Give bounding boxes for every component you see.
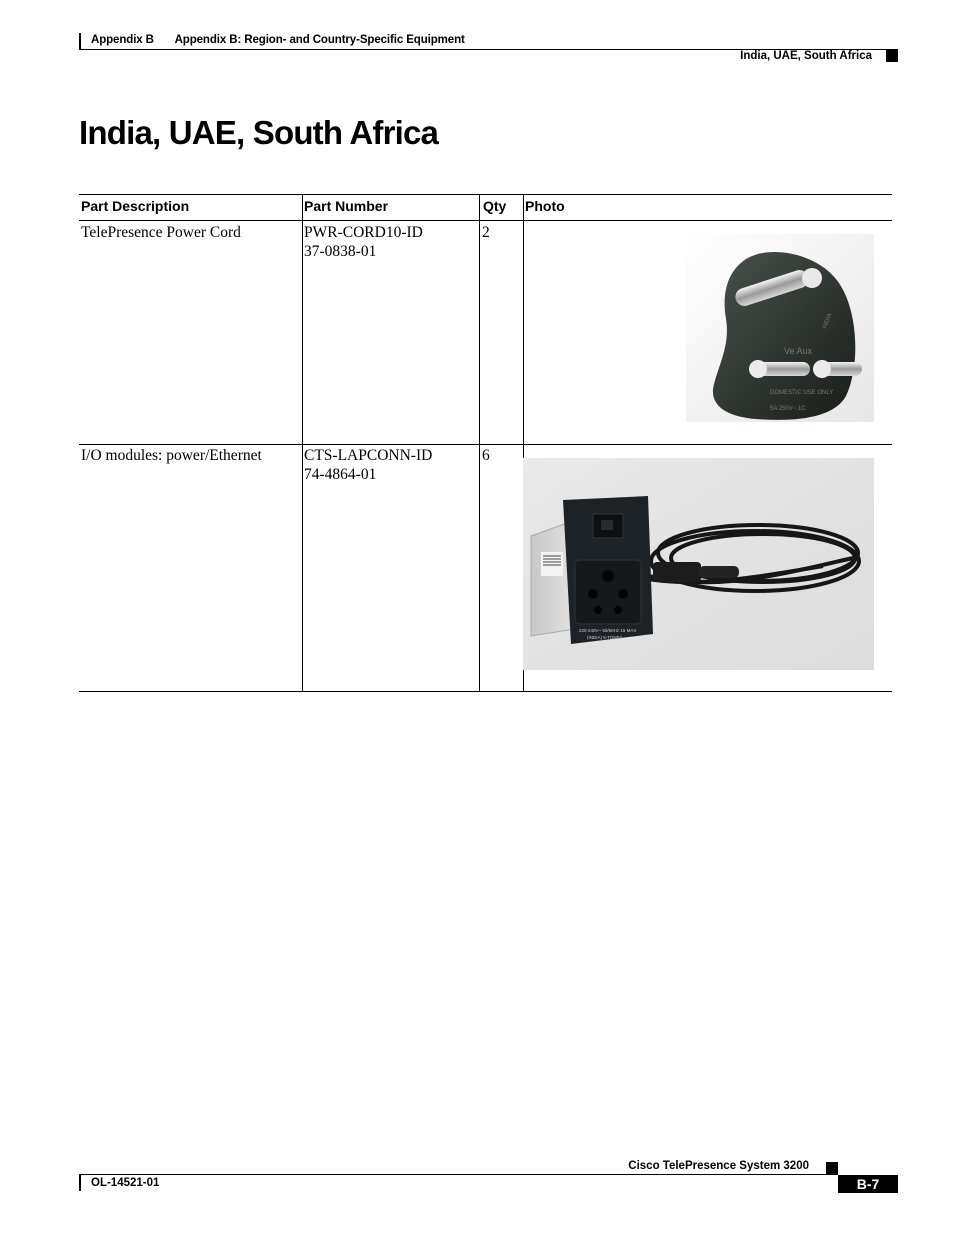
row-1-part-number [304,223,423,261]
header-bar [79,33,81,50]
part-number: 74-4864-01 [304,466,377,483]
section-title: India, UAE, South Africa [740,50,872,62]
footer-bar [79,1174,81,1191]
part-number: CTS-LAPCONN-ID [304,447,433,464]
column-header-qty: Qty [483,198,507,214]
page-number: B-7 [838,1175,898,1193]
plug-brand-text: Ve Aux [784,346,813,356]
plug-rating-text: 5A 250V~ 1C [770,406,806,412]
header-marker [886,50,898,62]
column-header-photo: Photo [525,198,565,214]
footer-rule [79,1174,838,1175]
module-rating-text: 220-240V~ 50/60Hz 16 MAX [579,628,637,633]
appendix-label: Appendix B [91,34,154,46]
running-header [91,34,483,46]
table-header-rule [79,220,892,221]
column-divider [479,194,480,692]
row-2-part-number [304,446,432,484]
page-title: India, UAE, South Africa [79,114,439,151]
plug-country-text: INDIA [822,312,834,330]
footer-doc-number: OL-14521-01 [91,1177,160,1189]
row-1-description: TelePresence Power Cord [81,224,241,241]
table-bottom-rule [79,691,892,692]
row-2-description: I/O modules: power/Ethernet [81,447,262,464]
row-1-qty: 2 [482,224,490,241]
column-header-description: Part Description [81,198,190,214]
row-divider [79,444,892,445]
column-divider [302,194,303,692]
part-number: 37-0838-01 [304,243,377,260]
row-2-qty: 6 [482,447,490,464]
column-header-part-number: Part Number [304,198,389,214]
footer-product: Cisco TelePresence System 3200 [628,1160,809,1172]
india-power-plug-photo [686,234,874,422]
plug-usage-text: DOMESTIC USE ONLY [770,390,834,396]
part-number: PWR-CORD10-ID [304,224,423,241]
io-module-cable-photo [523,458,874,670]
footer-marker [826,1162,838,1174]
chapter-title: Appendix B: Region- and Country-Specific Equipment [174,34,465,46]
table-top-rule [79,194,892,195]
module-region-text: (INDIA) 5-TONE0 [587,635,623,640]
